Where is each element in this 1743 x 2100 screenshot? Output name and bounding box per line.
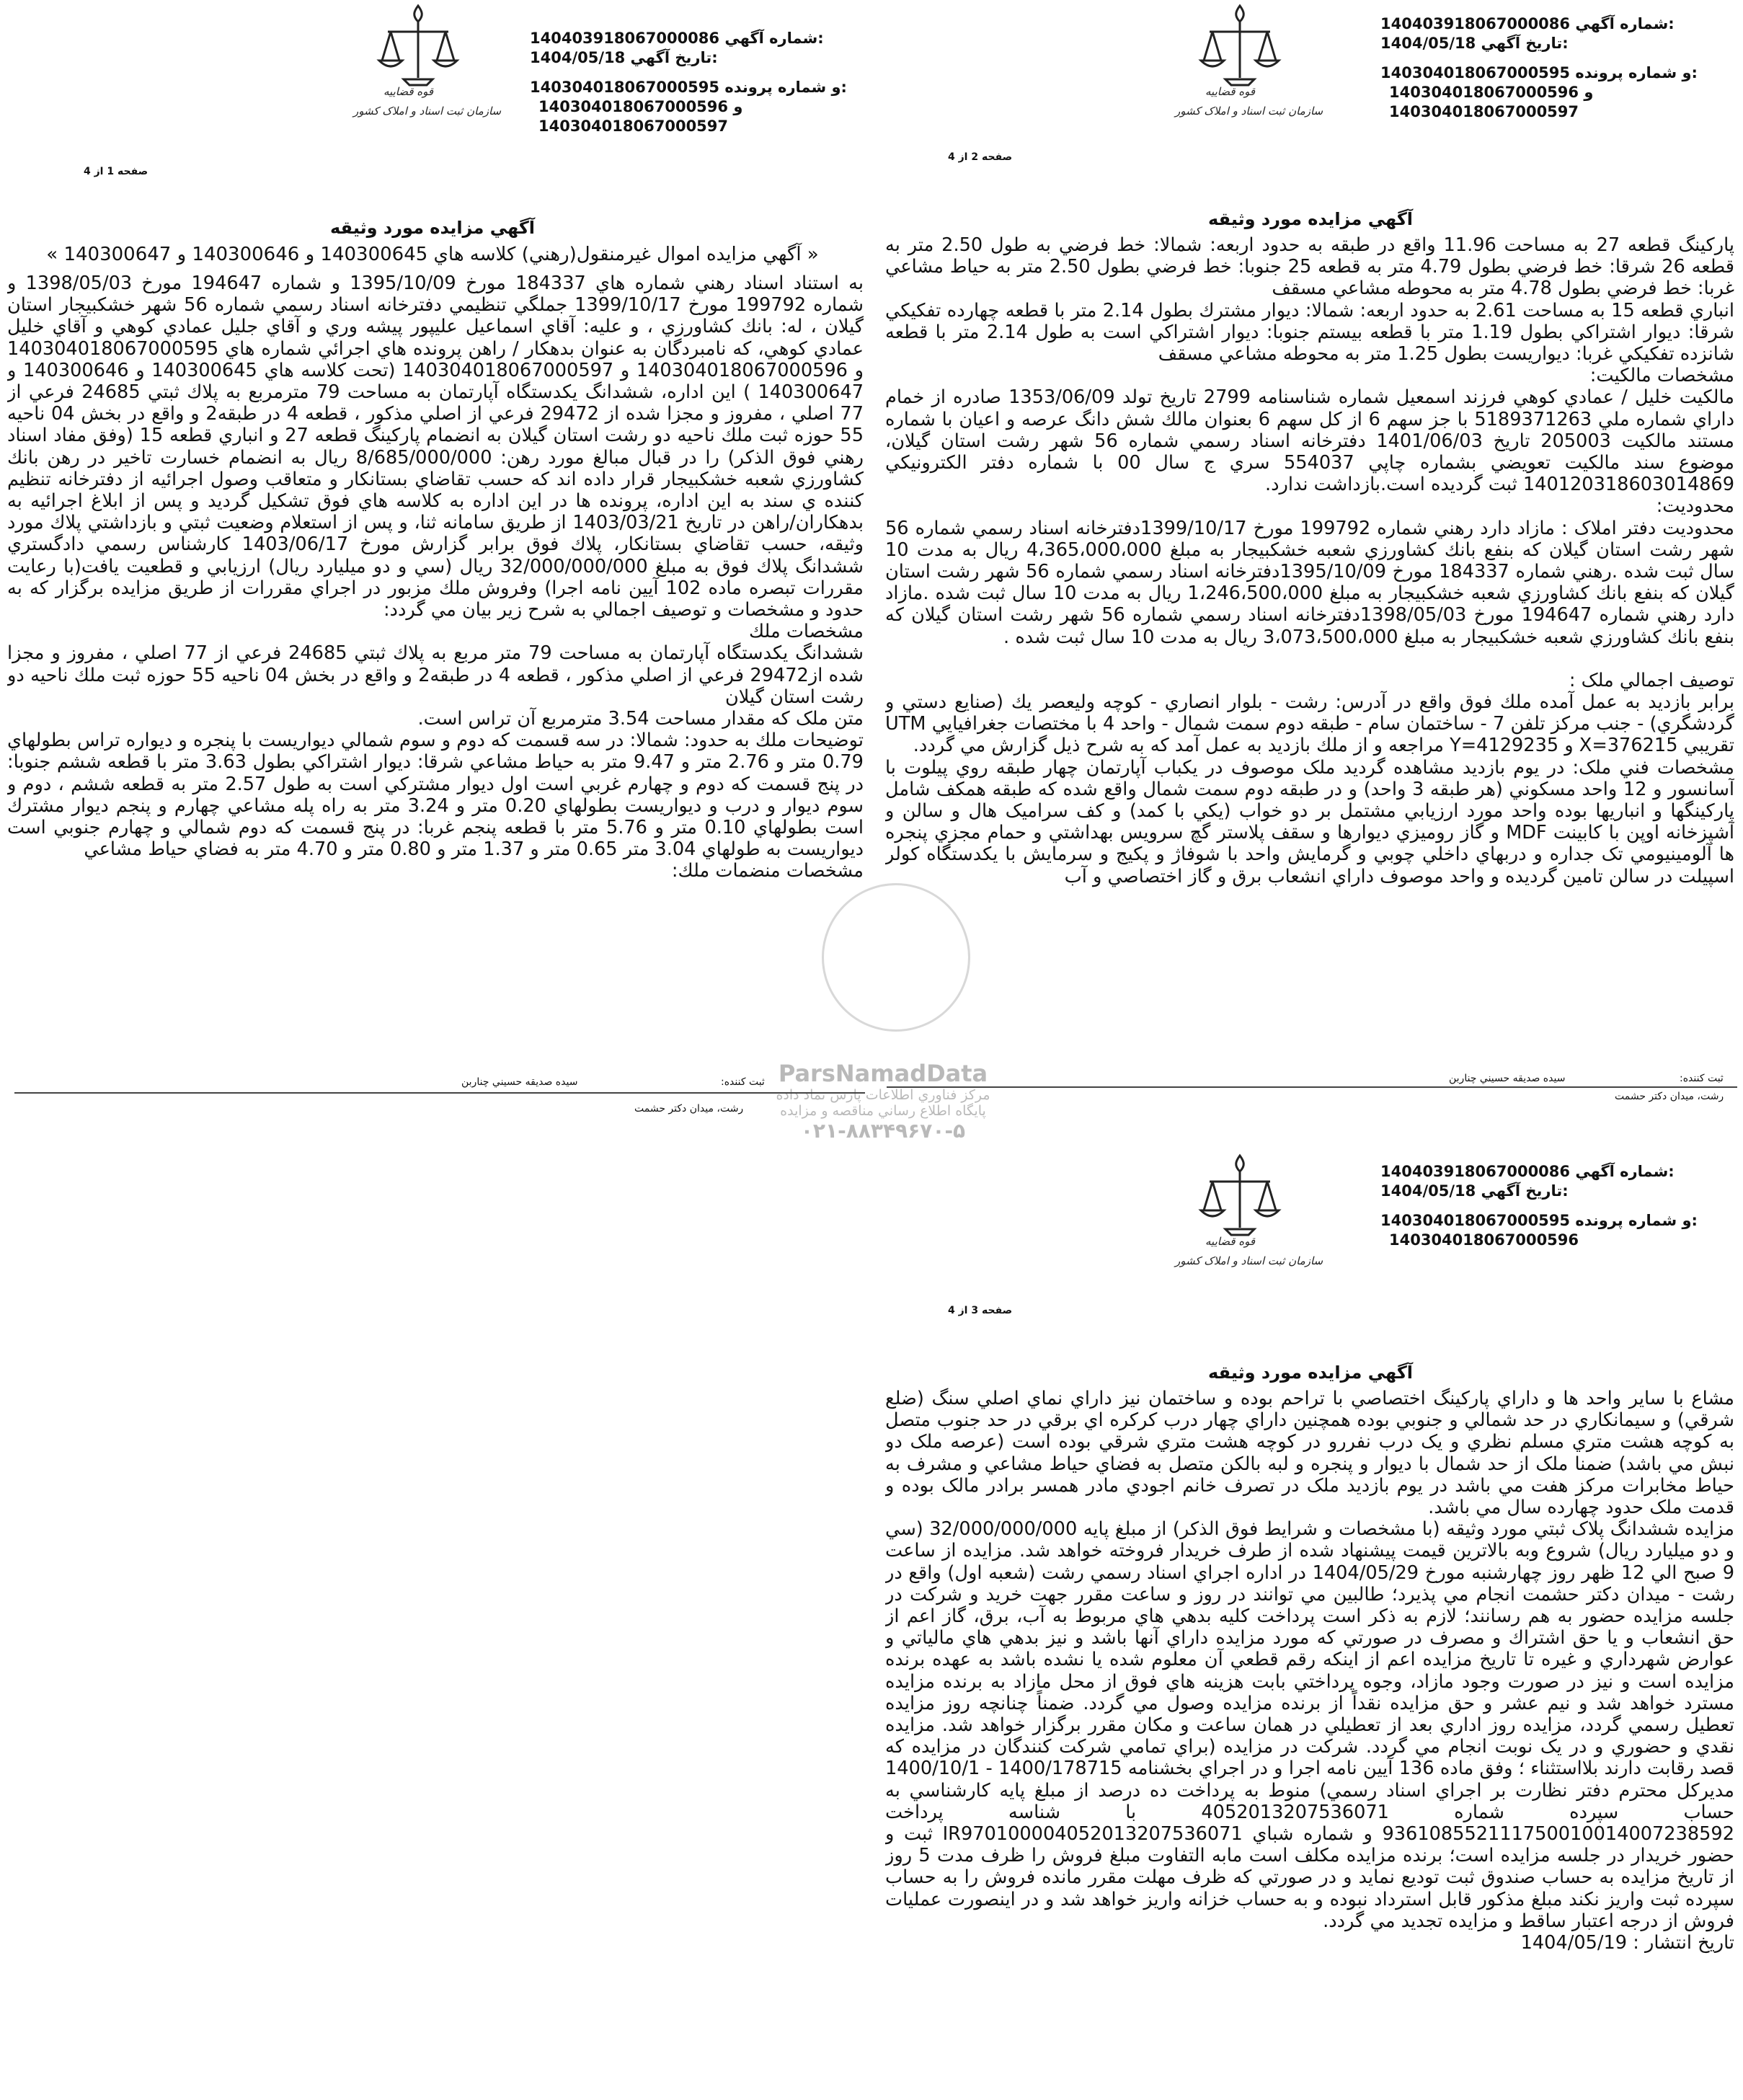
emblem-caption-1: قوه قضاییه <box>1205 1235 1256 1248</box>
page-1-paragraph: متن ملک كه مقدار مساحت 3.54 مترمربع آن تراس است. <box>417 708 864 730</box>
case-number-label: شماره پرونده: <box>724 79 847 96</box>
ad-number: 140403918067000086 <box>1380 15 1571 32</box>
ad-number-label: شماره آگهي: <box>1575 1163 1675 1180</box>
signature-label-p2: ثبت كننده: <box>1680 1073 1724 1084</box>
page-2-paragraph: انباري قطعه 15 به مساحت 2.61 به حدود اربعه: شمالا: ديوار مشترك بطول 2.14 متر با قطعه چهارده تفكيكي شرقا: ديوار اشتراكي بطول 1.19 متر با قطعه بيستم جنوبا: ديوار اشتراكي است به طول 2.14 متر با قطعه شانزده تفكيكي غربا: ديواريست بطول 1.25 متر به محوطه مشاعي مسقف <box>885 299 1734 365</box>
judiciary-emblem <box>1175 0 1323 130</box>
watermark-phone: ۰۲۱-۸۸۳۴۹۶۷۰-۵ <box>800 1119 966 1143</box>
page-3-paragraph: مشاع با ساير واحد ها و داراي پاركينگ اختصاصي با تراحم بوده و ساختمان نيز داراي نماي اصلي سنگ (ضلع شرقي) و سيمانكاري در حد شمالي و جنوبي بوده همچنين داراي چهار درب كركره اي برقي در حد جنوب متصل به كوچه هشت متري مسلم نظري و يک درب نفررو در كوچه هشت متري شرقي بوده است (عرصه ملک دو نبش مي باشد) ضمنا ملک از حد شمال با ديوار و پنجره و لبه بالكن متصل به فضاي حياط مشاعي و مشرف به حياط مخابرات مركز هفت مي باشد در يوم بازديد ملک در تصرف خانم اجودي مادر همسر برادر مالک بوده و قدمت ملک حدود چهارده سال مي باشد. <box>885 1388 1734 1519</box>
ad-header-p3 <box>1380 1162 1698 1250</box>
page-1-paragraph: مشخصات منضمات ملك: <box>671 860 864 882</box>
page-1-subtitle: « آگهي مزايده اموال غيرمنقول(رهني) كلاسه هاي 140300645 و 140300646 و 140300647 » <box>46 244 819 265</box>
page-2-paragraph: مالكيت خليل / عمادي كوهي فرزند اسمعيل شماره شناسنامه 2799 تاريخ تولد 1353/06/09 صادره از خمام داراي شماره ملي 5189371263 با جز سهم 6 از كل سهم 6 بعنوان مالك شش دانگ عرصه و اعيان با شماره مستند مالكيت 205003 تاريخ 1401/06/03 دفترخانه اسناد رسمي شماره 56 شهر رشت استان گيلان، موضوع سند مالكيت تعويضي بشماره چاپي 554037 سري ج سال 00 با شماره دفتر الكترونيكي 140120318603014869 ثبت گرديده است.بازداشت ندارد. <box>885 386 1734 496</box>
page-1-paragraph: به استناد اسناد رهني شماره هاي 184337 مورخ 1395/10/09 و شماره 194647 مورخ 1398/05/03 و شماره 199792 مورخ 1399/10/17 جملگي تنظيمي دفترخانه اسناد رسمي شماره 56 شهر خشكبيجار استان گيلان ، له: بانك كشاورزي ، و عليه: آقاي اسماعيل عليپور پيشه وري و آقاي جليل عمادي كوهي و آقاي خليل عمادي كوهي، كه نامبردگان به عنوان بدهكار / راهن پرونده هاي اجرائي شماره هاي 140304018067000595 و 140304018067000596 و 140304018067000597 (تحت كلاسه هاي 140300645 و 140300646 و 140300647 ) اين اداره، ششدانگ يكدستگاه آپارتمان به مساحت 79 مترمربع به پلاك ثبتي 24685 فرعي از 77 اصلي ، مفروز و مجزا شده از 29472 فرعي از اصلي مذكور ، قطعه 4 در طبقه2 و واقع در بخش 04 ناحيه 55 حوزه ثبت ملك ناحيه دو رشت استان گيلان به انضمام پاركينگ قطعه 27 و انباري قطعه 15 (وفق مفاد اسناد رهني فوق الذكر) را در قبال مبالغ مورد رهن: 8/685/000/000 ريال به انضمام خسارت تاخير در رهن بانك كشاورزي شعبه خشكبيجار قرار داده اند كه حسب تقاضاي بستانكار و متعاقب وصول اجرائيه از دفترخانه تنظيم كننده ي سند به اين اداره، پرونده ها در اين اداره به كلاسه هاي فوق تشكيل گرديد و پس از ابلاغ اجرائيه به بدهكاران/راهن در تاريخ 1403/03/21 از طريق سامانه ثنا، و پس از استعلام وضعيت ثبتي و بازداشتي پلاك مورد وثيقه، حسب تقاضاي بستانكار، پلاك فوق برابر گزارش مورخ 1403/06/17 كارشناس رسمي دادگستري ششدانگ پلاك فوق به مبلغ 32/000/000/000 ريال (سي و دو ميليارد ريال) ارزيابي و قطعيت يافت(با رعايت مقررات تبصره ماده 102 آيين نامه اجرا) وفروش ملك مزبور در اجراي مقررات از طريق مزايده برگزار كه به حدود و مشخصات و توصيف اجمالي به شرح زير بيان مي گردد: <box>7 273 864 621</box>
case-number-3: 140304018067000597 <box>1389 103 1579 120</box>
page-1-body <box>7 273 864 1019</box>
emblem-caption-1: قوه قضاییه <box>383 85 434 98</box>
ad-date: 1404/05/18 <box>1380 35 1476 52</box>
ad-date-label: تاريخ آگهي: <box>1481 35 1569 52</box>
judiciary-emblem <box>353 0 502 130</box>
emblem-caption-2: سازمان ثبت اسناد و املاک کشور <box>1175 1254 1323 1267</box>
ad-date-label: تاريخ آگهي: <box>1481 1182 1569 1200</box>
page-2-body <box>885 234 1734 1063</box>
page-2-paragraph: برابر بازديد به عمل آمده ملك فوق واقع در آدرس: رشت - بلوار انصاري - كوچه وليعصر يك (صنايع دستي و گردشگري) - جنب مركز تلفن 7 - ساختمان سام - طبقه دوم سمت شمال - واحد 4 با مختصات جغرافيايي UTM تقريبي X=376215 و Y=4129235 مراجعه و از ملك بازديد به عمل آمد كه به شرح ذيل گزارش مي گردد. <box>885 691 1734 757</box>
watermark-line-2: پايگاه اطلاع رساني مناقصه و مزايده <box>780 1103 986 1119</box>
divider <box>887 1086 1737 1088</box>
case-number-2: 140304018067000596 <box>1389 1231 1579 1249</box>
signature-place-p2: رشت، ميدان دكتر حشمت <box>1615 1091 1724 1102</box>
page-1-title: آگهي مزايده مورد وثيقه <box>329 218 536 238</box>
spacer <box>885 648 1734 670</box>
publish-date: تاريخ انتشار : 1404/05/19 <box>1520 1932 1734 1954</box>
ad-date: 1404/05/18 <box>530 49 626 66</box>
divider <box>14 1092 865 1094</box>
signature-label-p1: ثبت كننده: <box>721 1076 765 1088</box>
emblem-caption-2: سازمان ثبت اسناد و املاک کشور <box>353 105 502 118</box>
case-number-2: و 140304018067000596 <box>1389 84 1594 101</box>
page-number-1: صفحه 1 از 4 <box>84 166 148 177</box>
ad-date: 1404/05/18 <box>1380 1182 1476 1200</box>
page-3-body <box>885 1388 1734 2098</box>
ad-number-label: شماره آگهي: <box>1575 15 1675 32</box>
page-2-paragraph: مشخصات مالكيت: <box>1589 365 1734 387</box>
case-number-1: 140304018067000595 و <box>1380 1212 1692 1229</box>
page-2-paragraph: مشخصات فني ملک: در يوم بازديد مشاهده گرديد ملک موصوف در يكباب آپارتمان چهار طبقه روي پيلوت با آسانسور و 12 واحد مسكوني (هر طبقه 3 واحد) و در طبقه دوم سمت شمال واقع شده كه طبقه همكف شامل پاركينگها و انباريها بوده واحد مورد ارزيابي مشتمل بر دو خواب (يكي با كمد) و كف سراميک هال و سالن و آشپزخانه اوپن با كابينت MDF و گاز روميزي ديوارها و سقف پلاستر گچ سرويس بهداشتي و حمام مجزي پنجره ها آلومينيومي تک جداره و دربهاي داخلي چوبي و گرمايش واحد با شوفاژ و پكيج و سرمايش با يكدستگاه كولر اسپيلت در سالن تامين گرديده و واحد موصوف داراي انشعاب برق و گاز اختصاصي و آب <box>885 756 1734 887</box>
page-number-3: صفحه 3 از 4 <box>948 1305 1013 1316</box>
page-2-paragraph: توصيف اجمالي ملک : <box>1569 669 1734 691</box>
case-number-1: 140304018067000595 و <box>530 79 841 96</box>
ad-header-p2 <box>1380 14 1698 122</box>
ad-number-label: شماره آگهي: <box>724 30 824 47</box>
page-1-paragraph: مشخصات ملك <box>748 621 864 643</box>
ad-header-p1 <box>530 29 847 136</box>
case-number-label: شماره پرونده: <box>1575 1212 1698 1229</box>
watermark-brand: ParsNamadData <box>778 1060 988 1087</box>
page-2-title: آگهي مزايده مورد وثيقه <box>1207 209 1414 229</box>
judiciary-emblem <box>1175 1150 1323 1280</box>
page-3-title: آگهي مزايده مورد وثيقه <box>1207 1363 1414 1383</box>
emblem-caption-1: قوه قضاییه <box>1205 85 1256 98</box>
ad-date-label: تاريخ آگهي: <box>630 49 718 66</box>
case-number-2: 140304018067000596 و <box>538 98 743 115</box>
page-2-paragraph: محدوديت دفتر املاک : مازاد دارد رهني شماره 199792 مورخ 1399/10/17دفترخانه اسناد رسمي شماره 56 شهر رشت استان گيلان كه بنفع بانك كشاورزي شعبه خشكبيجار به مبلغ 4،365،000،000 ريال به مدت 10 سال ثبت شده .رهني شماره 184337 مورخ 1395/10/09دفترخانه اسناد رسمي شماره 56 شهر رشت استان گيلان كه بنفع بانك كشاورزي شعبه خشكبيجار به مبلغ 1،246،500،000 ريال به مدت 10 سال ثبت شده .مازاد دارد رهني شماره 194647 مورخ 1398/05/03دفترخانه اسناد رسمي شماره 56 شهر رشت استان گيلان كه بنفع بانك كشاورزي شعبه خشكبيجار به مبلغ 3،073،500،000 ريال به مدت 10 سال ثبت شده . <box>885 517 1734 648</box>
case-number-3: 140304018067000597 <box>538 118 729 135</box>
page-1-paragraph: ششدانگ يكدستگاه آپارتمان به مساحت 79 متر مربع به پلاك ثبتي 24685 فرعي از 77 اصلي ، مفروز و مجزا شده از29472 فرعي از اصلي مذكور ، قطعه 4 در طبقه2 و واقع در بخش 04 ناحيه 55 حوزه ثبت ملك ناحيه دو رشت استان گيلان <box>7 642 864 708</box>
signature-name-p1: سيده صديقه حسيني چناربن <box>461 1076 578 1088</box>
emblem-caption-2: سازمان ثبت اسناد و املاک کشور <box>1175 105 1323 118</box>
page-1-paragraph: توضيحات ملك به حدود: شمالا: در سه قسمت كه دوم و سوم شمالي ديواريست با پنجره و ديواره تراس بطولهاي 0.79 متر و 2.76 متر و 9.47 متر به حياط مشاعي شرقا: ديوار اشتراكي بطول 3.63 متر با قطعه ششم جنوبا: در پنج قسمت كه دوم و چهارم غربي است اول ديوار مشتركي است به طول 2.57 متر به قطعه ششم ، دوم و سوم ديوار و درب و ديواريست بطولهاي 0.20 متر و 3.24 متر به راه پله مشاعي چهارم و پنجم ديوار مشترك است بطولهاي 0.10 متر و 5.76 متر با قطعه پنجم غربا: در پنج قسمت كه دوم شمالي و چهارم جنوبي است ديواريست به طولهاي 3.04 متر 0.65 متر و 1.37 متر و 0.80 متر و 4.70 متر به فضاي حياط مشاعي <box>7 730 864 861</box>
page-number-2: صفحه 2 از 4 <box>948 151 1013 163</box>
signature-place-p1: رشت، ميدان دكتر حشمت <box>634 1103 744 1115</box>
signature-name-p2: سيده صديقه حسيني چناربن <box>1449 1073 1566 1084</box>
case-number-1: 140304018067000595 و <box>1380 64 1692 81</box>
case-number-label: شماره پرونده: <box>1575 64 1698 81</box>
page-3-paragraph: مزايده ششدانگ پلاک ثبتي مورد وثيقه (با مشخصات و شرايط فوق الذكر) از مبلغ پايه 32/000/000/000 (سي و دو ميليارد ريال) شروع وبه بالاترين قيمت پيشنهاد شده از طرف خريدار فروخته خواهد شد. مزايده از ساعت 9 صبح الي 12 ظهر روز چهارشنبه مورخ 1404/05/29 در اداره اجراي اسناد رسمي رشت (شعبه اول) واقع در رشت - ميدان دكتر حشمت انجام مي پذيرد؛ طالبين مي توانند در روز و ساعت مقرر جهت خريد و شركت در جلسه مزايده حضور به هم رسانند؛ لازم به ذكر است پرداخت كليه بدهي هاي مربوط به آب، برق، گاز اعم از حق انشعاب و يا حق اشتراك و مصرف در صورتي كه مورد مزايده داراي آنها باشد و نيز بدهي هاي مالياتي و عوارض شهرداري و غيره تا تاريخ مزايده اعم از اينكه رقم قطعي آن معلوم شده يا نشده باشد به عهده برنده مزايده است و نيز در صورت وجود مازاد، وجوه پرداختي بابت هزينه هاي فوق از محل مازاد به برنده مزايده مسترد خواهد شد و نيم عشر و حق مزايده نقداً از برنده مزايده وصول مي گردد. ضمناً چنانچه روز مزايده تعطيل رسمي گردد، مزايده روز اداري بعد از تعطيلي در همان ساعت و مكان مقرر برگزار خواهد شد. مزايده نقدي و حضوري و در يک نوبت انجام مي گردد. شركت در مزايده (براي تمامي شركت كنندگان در مزايده كه قصد رقابت دارند بلااستثناء ؛ وفق ماده 136 آيين نامه اجرا و در اجراي بخشنامه 1400/178715 - 1400/10/1 مديركل محترم دفتر نظارت بر اجراي اسناد رسمي) منوط به پرداخت ده درصد از مبلغ پايه كارشناسي به حساب سپرده شماره 4052013207536071 با شناسه پرداخت 936108552111750010014007238592 و شماره شباي IR970100004052013207536071 ثبت و حضور خريدار در جلسه مزايده است؛ برنده مزايده مكلف است مابه التفاوت مبلغ فروش را ظرف مدت 5 روز از تاريخ مزايده به حساب صندوق ثبت توديع نمايد و در صورتي كه ظرف مهلت مقرر مانده فروش را به حساب سپرده ثبت واريز نكند مبلغ مذكور قابل استرداد نبوده و به حساب خزانه واريز خواهد شد و در اينصورت عمليات فروش از درجه اعتبار ساقط و مزايده تجديد مي گردد. <box>885 1518 1734 1932</box>
watermark-line-1: مركز فناوري اطلاعات پارس نماد داده <box>776 1087 990 1103</box>
page-2-paragraph: پاركينگ قطعه 27 به مساحت 11.96 واقع در طبقه به حدود اربعه: شمالا: خط فرضي به طول 2.50 متر به قطعه 26 شرقا: خط فرضي بطول 4.79 متر به قطعه 25 جنوبا: خط فرضي بطول 2.50 متر به حياط مشاعي غربا: خط فرضي بطول 4.78 متر به محوطه مشاعي مسقف <box>885 234 1734 300</box>
watermark <box>728 1060 1038 1189</box>
ad-number: 140403918067000086 <box>530 30 720 47</box>
page-2-paragraph: محدوديت: <box>1656 495 1734 518</box>
ad-number: 140403918067000086 <box>1380 1163 1571 1180</box>
